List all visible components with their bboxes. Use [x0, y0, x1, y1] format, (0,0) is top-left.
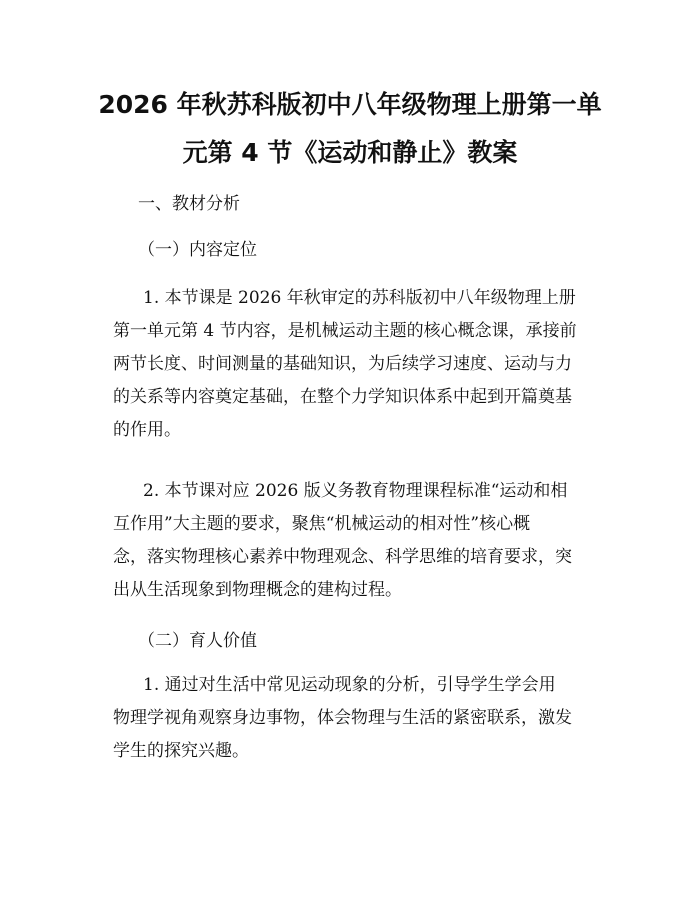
paragraph-line: 1. 通过对生活中常见运动现象的分析，引导学生学会用 [143, 675, 556, 695]
paragraph-line: 出从生活现象到物理概念的建构过程。 [113, 580, 402, 600]
subsection-heading-content-positioning: （一）内容定位 [138, 240, 257, 260]
paragraph-educational-value-1 [113, 669, 589, 768]
paragraph-content-positioning-2 [113, 475, 589, 607]
paragraph-line: 1. 本节课是 2026 年秋审定的苏科版初中八年级物理上册 [143, 288, 576, 308]
section-heading-textbook-analysis: 一、教材分析 [138, 194, 240, 214]
paragraph-line: 念，落实物理核心素养中物理观念、科学思维的培育要求，突 [113, 547, 572, 567]
document-title-line-2: 元第 4 节《运动和静止》教案 [182, 138, 518, 167]
paragraph-line: 2. 本节课对应 2026 版义务教育物理课程标准“运动和相 [143, 481, 568, 501]
paragraph-line: 物理学视角观察身边事物，体会物理与生活的紧密联系，激发 [113, 708, 572, 728]
paragraph-line: 的关系等内容奠定基础，在整个力学知识体系中起到开篇奠基 [113, 387, 572, 407]
subsection-heading-educational-value: （二）育人价值 [138, 631, 257, 651]
paragraph-line: 两节长度、时间测量的基础知识，为后续学习速度、运动与力 [113, 354, 572, 374]
paragraph-content-positioning-1 [113, 282, 589, 447]
paragraph-line: 学生的探究兴趣。 [113, 741, 249, 761]
paragraph-line: 的作用。 [113, 420, 181, 440]
paragraph-line: 互作用”大主题的要求，聚焦“机械运动的相对性”核心概 [113, 514, 531, 534]
paragraph-line: 第一单元第 4 节内容，是机械运动主题的核心概念课，承接前 [113, 321, 577, 341]
document-title-line-1: 2026 年秋苏科版初中八年级物理上册第一单 [98, 90, 602, 119]
